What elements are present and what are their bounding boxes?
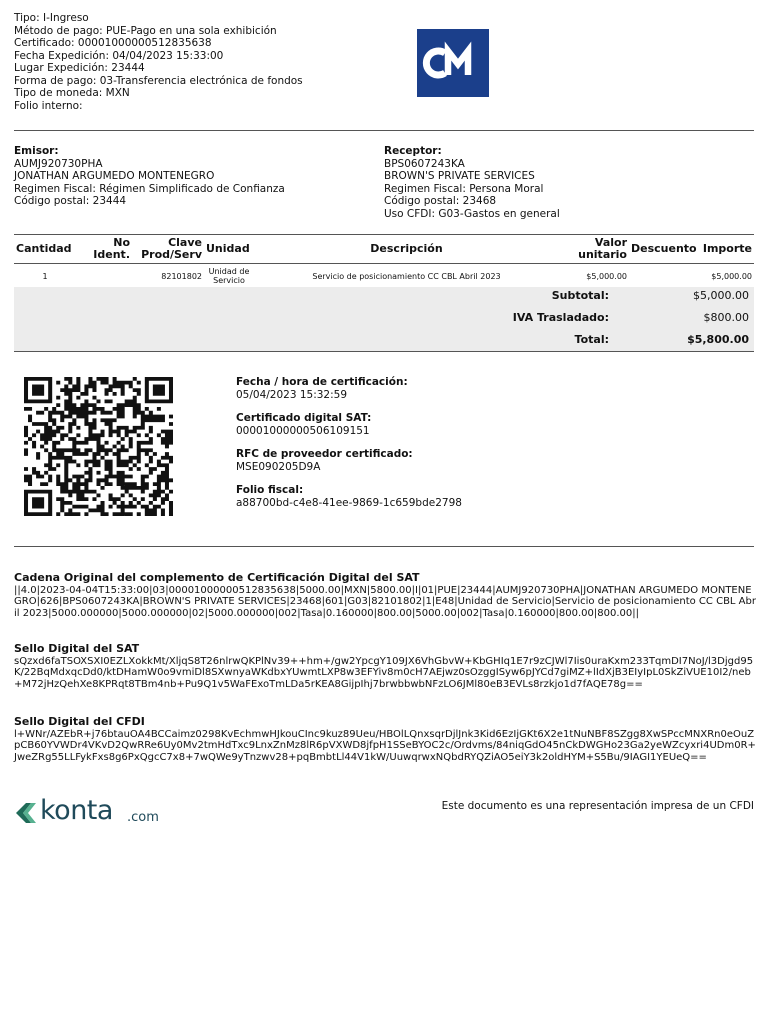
- cell-importe: $5,000.00: [696, 264, 754, 289]
- cm-logo-icon: [417, 29, 489, 97]
- iva-label: IVA Trasladado:: [512, 311, 609, 324]
- total-row: [14, 333, 754, 355]
- emisor-title: Emisor:: [14, 145, 59, 157]
- qr-code: [24, 377, 173, 516]
- folio-fiscal-label: Folio fiscal:: [236, 484, 304, 496]
- cell-no-ident: [76, 264, 132, 289]
- subtotal-row: [14, 289, 754, 311]
- receptor-cp: Código postal: 23468: [384, 195, 497, 207]
- konta-domain: .com: [127, 810, 159, 825]
- total-label: Total:: [574, 333, 609, 346]
- cell-unidad: Unidad de Servicio: [204, 264, 254, 289]
- lugar-expedicion: Lugar Expedición: 23444: [14, 62, 145, 74]
- fecha-cert-label: Fecha / hora de certificación:: [236, 376, 408, 388]
- folio-interno: Folio interno:: [14, 99, 83, 112]
- sello-sat-title: Sello Digital del SAT: [14, 642, 140, 655]
- conceptos-table: [14, 234, 754, 289]
- forma-pago: Forma de pago: 03-Transferencia electrónica de fondos: [14, 74, 303, 87]
- cell-valor-unitario: $5,000.00: [559, 264, 629, 289]
- folio-fiscal-value: a88700bd-c4e8-41ee-9869-1c659bde2798: [236, 496, 462, 509]
- col-header-importe: Importe: [696, 235, 754, 264]
- cert-sat-value: 00001000000506109151: [236, 424, 370, 437]
- emisor-nombre: JONATHAN ARGUMEDO MONTENEGRO: [14, 170, 215, 182]
- rfc-proveedor-value: MSE090205D9A: [236, 460, 321, 473]
- subtotal-value: $5,000.00: [693, 289, 749, 302]
- col-header-descuento: Descuento: [629, 235, 696, 264]
- certificado: Certificado: 00001000000512835638: [14, 37, 212, 49]
- cadena-text: ||4.0|2023-04-04T15:33:00|03|00001000000512835638|5000.00|MXN|5800.00|I|01|PUE|23444|AUMJ920730PHA|JONATHAN ARGUMEDO MONTENEGRO|626|BPS0607243KA|BROWN'S PRIVATE SERVICES|23468|601|G03|82101802|1|E48|Unidad de Servicio|Servicio de posicionamiento CC CBL Abril 2023|5000.000000|5000.000000|02|5000.000000|002|Tasa|0.160000|800.00|5000.00|002|Tasa|0.160000|800.00|800.00||: [14, 584, 756, 619]
- rfc-proveedor-label: RFC de proveedor certificado:: [236, 448, 413, 460]
- sello-cfdi: [14, 716, 756, 763]
- col-header-unidad: Unidad: [204, 235, 254, 264]
- emisor-regimen: Regimen Fiscal: Régimen Simplificado de Confianza: [14, 182, 285, 195]
- table-header-row: [14, 235, 754, 264]
- iva-value: $800.00: [703, 311, 749, 324]
- cell-cantidad: 1: [14, 264, 76, 289]
- receptor-uso-cfdi: Uso CFDI: G03-Gastos en general: [384, 207, 560, 220]
- divider: [14, 130, 754, 131]
- tipo-comprobante: Tipo: I-Ingreso: [14, 12, 89, 24]
- footer-note: Este documento es una representación impresa de un CFDI: [441, 800, 754, 812]
- cell-descuento: [629, 264, 696, 289]
- cert-sat-label: Certificado digital SAT:: [236, 412, 372, 424]
- subtotal-label: Subtotal:: [551, 289, 609, 302]
- emisor-block: [14, 145, 285, 208]
- comprobante-info: [14, 12, 303, 112]
- col-header-descripcion: Descripción: [254, 235, 559, 264]
- receptor-nombre: BROWN'S PRIVATE SERVICES: [384, 170, 535, 182]
- col-header-cantidad: Cantidad: [14, 235, 76, 264]
- sello-sat-text: sQzxd6faTSOXSXI0EZLXokkMt/XljqS8T26nlrwQKPlNv39++hm+/gw2YpcgY109JX6VhGbvW+KbGHIq1E7r9zCJWl7Iis0uraKxm233TqmDI7NoJ/l3Djgd95K/22BqMdxqcDd0/ktDHamW0o9vmiDl8SXwnyaWKdbxYUwmtLXP8w3EFYiv8m0cH7AEjwz0sOzggISyw6pJYCd7giMZ+lIdXjB3EIyIpL0SkZiVUE10I2/neb+M72jHzQehXe8KPRqt8TBm4nb+Pu9Q1v5WaFExoTmLDa5rKEA8GijpIhj7brwbbwbNFzLO6JMl80eB3EVLs8rzkjo1d7fAQE78g==: [14, 655, 754, 690]
- cell-clave: 82101802: [132, 264, 204, 289]
- totals-block: [14, 287, 754, 352]
- cadena-title: Cadena Original del complemento de Certificación Digital del SAT: [14, 571, 420, 584]
- company-logo: [417, 29, 489, 97]
- fecha-cert-value: 05/04/2023 15:32:59: [236, 388, 348, 401]
- tipo-moneda: Tipo de moneda: MXN: [14, 87, 130, 99]
- qr-code-icon: [24, 377, 173, 516]
- receptor-rfc: BPS0607243KA: [384, 157, 465, 170]
- col-header-no-ident: No Ident.: [76, 235, 132, 264]
- emisor-rfc: AUMJ920730PHA: [14, 157, 103, 170]
- metodo-pago: Método de pago: PUE-Pago en una sola exhibición: [14, 24, 277, 37]
- sello-cfdi-text: l+WNr/AZEbR+j76btauOA4BCCaimz0298KvEchmwHJkouCInc9kuz89Ueu/HBOlLQnxsqrDjlJnk3Kid6EzIjGKt6X2e1tNuNBF8SZgg8XwSPccMNXRn0eOuZpCB60YVWDr4VKvD2QwRRe6Uy0Mv2tmHdTxc9LnxZnMz8lR6pVXWD8jfpH1SSeBYOC2c/Ordvms/84niqGdO45nCkDWGHo23Ga2yeWZcyxri4UDm0R+JweZRg55LLFykFxs8g6PxQgcC7x8+7wQWe9yTnzwv28+pqBmbtLl44V1kW/UuwqrwxNQbdRYQZiAO5eiY3k2oldHYM+S5Bu/9IAGI1YEUeQ==: [14, 728, 756, 763]
- cell-descripcion: Servicio de posicionamiento CC CBL Abril 2023: [254, 264, 559, 289]
- konta-logo-icon: [14, 800, 38, 826]
- fecha-expedicion: Fecha Expedición: 04/04/2023 15:33:00: [14, 49, 224, 62]
- receptor-title: Receptor:: [384, 145, 442, 157]
- iva-row: [14, 311, 754, 333]
- total-value: $5,800.00: [687, 333, 749, 346]
- table-row: [14, 264, 754, 289]
- col-header-valor-unitario: Valor unitario: [559, 235, 629, 264]
- sello-sat: [14, 643, 756, 690]
- receptor-regimen: Regimen Fiscal: Persona Moral: [384, 182, 544, 195]
- emisor-cp: Código postal: 23444: [14, 195, 127, 207]
- sello-cfdi-title: Sello Digital del CFDI: [14, 715, 145, 728]
- cadena-original: [14, 572, 756, 619]
- col-header-clave: Clave Prod/Serv: [132, 235, 204, 264]
- receptor-block: [384, 145, 560, 220]
- certificacion-block: [236, 376, 462, 509]
- divider: [14, 546, 754, 547]
- konta-wordmark: konta: [40, 795, 113, 826]
